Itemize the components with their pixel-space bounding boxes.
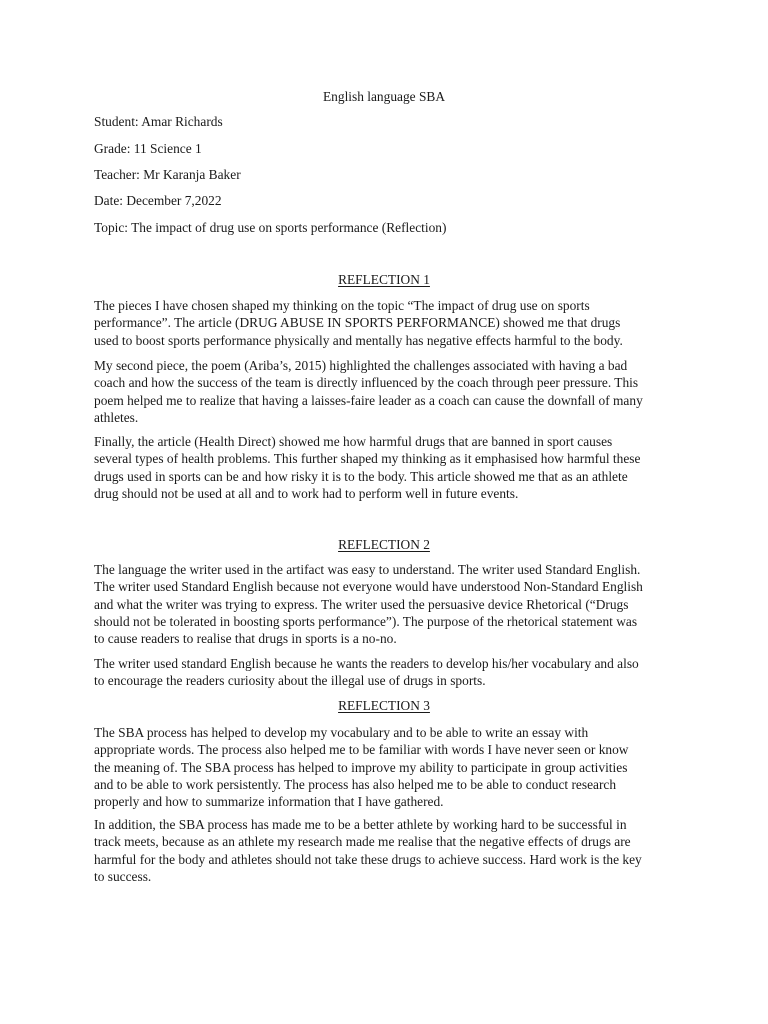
text-line: athletes. (94, 409, 139, 425)
date-line: Date: December 7,2022 (94, 193, 222, 208)
text-line: The writer used standard English because he wants the readers to develop his/her vocabulary and also (94, 656, 639, 671)
text-line: harmful for the body and athletes should not take these drugs to achieve success. Hard work is the key (94, 851, 642, 867)
text-line: should not be tolerated in boosting sports performance”). The purpose of the rhetorical statement was (94, 613, 638, 629)
text-line: drugs used in sports can be and how risky it is to the body. This article showed me that as an athlete (94, 468, 628, 484)
student-line: Student: Amar Richards (94, 114, 223, 129)
text-line: My second piece, the poem (Ariba’s, 2015) highlighted the challenges associated with having a bad (94, 358, 628, 373)
text-line: poem helped me to realize that having a laisses-faire leader as a coach can cause the downfall of many (94, 392, 643, 408)
reflection-1-paragraph-3 (94, 433, 676, 502)
document-title: English language SBA (323, 89, 445, 104)
text-line: The pieces I have chosen shaped my thinking on the topic “The impact of drug use on sports (94, 298, 590, 313)
text-line: and what the writer was trying to express. The writer used the persuasive device Rhetorical (“Drugs (94, 596, 629, 612)
text-line: drug should not be used at all and to work had to perform well in future events. (94, 485, 519, 501)
text-line: In addition, the SBA process has made me to be a better athlete by working hard to be successful in (94, 817, 627, 832)
text-line: The SBA process has helped to develop my vocabulary and to be able to write an essay with (94, 725, 589, 740)
reflection-2-paragraph-1 (94, 561, 676, 647)
reflection-1-paragraph-2 (94, 357, 676, 426)
topic-line: Topic: The impact of drug use on sports performance (Reflection) (94, 220, 447, 235)
reflection-3-heading: REFLECTION 3 (338, 698, 430, 713)
text-line: to cause readers to realise that drugs in sports is a no-no. (94, 631, 397, 647)
reflection-3-paragraph-1 (94, 724, 676, 810)
text-line: track meets, because as an athlete my research made me realise that the negative effects of drugs are (94, 834, 631, 850)
reflection-3-paragraph-2 (94, 816, 676, 885)
text-line: Finally, the article (Health Direct) showed me how harmful drugs that are banned in sport causes (94, 434, 613, 449)
text-line: used to boost sports performance physically and mentally has negative effects harmful to the body. (94, 332, 623, 348)
text-line: several types of health problems. This further shaped my thinking as it emphasised how harmful these (94, 451, 641, 467)
text-line: appropriate words. The process also helped me to be familiar with words I have never seen or know (94, 742, 629, 758)
reflection-1-heading: REFLECTION 1 (338, 272, 430, 287)
text-line: properly and how to summarize information that I have gathered. (94, 794, 444, 810)
text-line: to success. (94, 868, 152, 884)
text-line: The writer used Standard English because not everyone would have understood Non-Standard English (94, 579, 643, 595)
reflection-1-paragraph-1 (94, 297, 676, 349)
reflection-2-paragraph-2 (94, 655, 676, 690)
text-line: coach and how the success of the team is directly influenced by the coach through peer pressure. This (94, 375, 639, 391)
text-line: and to be able to work persistently. The process has also helped me to be able to conduct research (94, 776, 617, 792)
text-line: to encourage the readers curiosity about the illegal use of drugs in sports. (94, 673, 486, 689)
text-line: The language the writer used in the artifact was easy to understand. The writer used Standard English. (94, 562, 641, 577)
text-line: performance”. The article (DRUG ABUSE IN SPORTS PERFORMANCE) showed me that drugs (94, 315, 621, 331)
reflection-2-heading: REFLECTION 2 (338, 537, 430, 552)
grade-line: Grade: 11 Science 1 (94, 141, 202, 156)
text-line: the meaning of. The SBA process has helped to improve my ability to participate in group activities (94, 759, 628, 775)
teacher-line: Teacher: Mr Karanja Baker (94, 167, 241, 182)
